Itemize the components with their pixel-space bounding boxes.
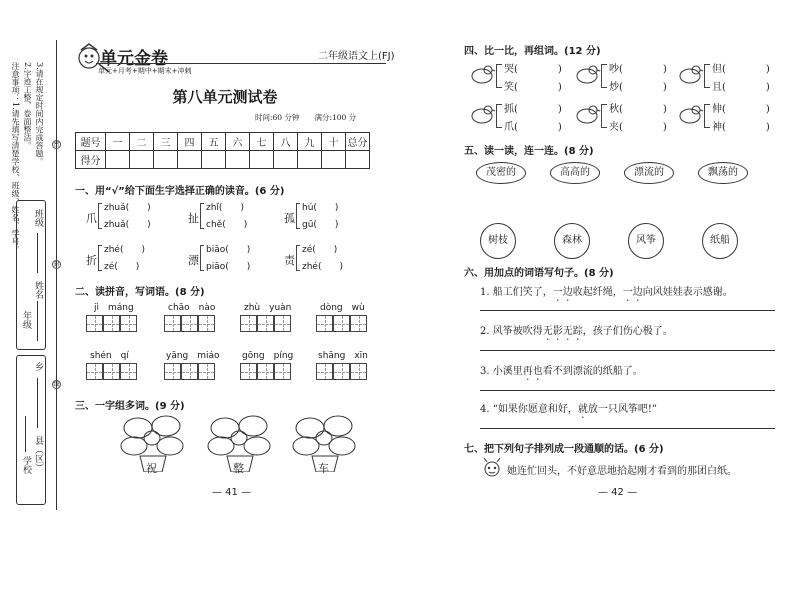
brand-subtitle: 单元+月考+期中+期末+冲刺 <box>98 67 192 75</box>
field-school: 学校 <box>21 456 31 474</box>
q2-pinyin: shāng xīn <box>318 351 368 361</box>
q2-word <box>240 348 293 383</box>
q2-word <box>240 300 291 335</box>
write-cell[interactable] <box>274 315 291 332</box>
q4-brace <box>704 104 710 128</box>
q1-option[interactable]: zhé( ) <box>302 262 343 272</box>
q6-text: 向风娃娃表示感谢。 <box>642 287 733 298</box>
write-cell[interactable] <box>198 363 215 380</box>
page-number-right: — 42 — <box>598 487 638 498</box>
score-header-cell: 五 <box>202 133 226 151</box>
binding-line <box>56 40 57 510</box>
q6-dotted-word: 再也 <box>522 366 543 377</box>
q6-dotted-word: 一边 <box>622 287 643 298</box>
notice-line-1: 注意事项：1.请先填写清楚学校、班级、姓名、学号。 <box>11 62 20 254</box>
q1-char: 责 <box>284 254 295 267</box>
write-cell[interactable] <box>86 363 103 380</box>
binding-hole: 封 <box>53 261 60 268</box>
q2-pinyin: chāo nào <box>168 303 216 313</box>
q2-word <box>86 300 137 335</box>
q1-option[interactable]: zhé( ) <box>104 245 145 255</box>
q1-option[interactable]: chě( ) <box>206 220 248 230</box>
match-top-item[interactable]: 高高的 <box>550 162 600 184</box>
q4-item[interactable]: 爪( ) <box>504 122 562 133</box>
match-top-item[interactable]: 漂流的 <box>624 162 674 184</box>
grade-tag: 二年级语文上(FJ) <box>318 51 395 62</box>
score-header-cell: 六 <box>226 133 250 151</box>
write-cell[interactable] <box>86 315 103 332</box>
score-cell[interactable] <box>274 151 298 169</box>
score-header-cell: 八 <box>274 133 298 151</box>
q2-title: 二、读拼音，写词语。(8 分) <box>75 287 205 298</box>
write-cell[interactable] <box>333 315 350 332</box>
score-cell[interactable] <box>250 151 274 169</box>
score-cell[interactable] <box>346 151 370 169</box>
q6-text: 1. 船工们笑了， <box>480 287 553 298</box>
q6-text: 看不到漂流的纸船了。 <box>542 366 643 377</box>
field-class: 班级 <box>33 209 43 227</box>
score-cell[interactable] <box>322 151 346 169</box>
score-cell[interactable] <box>106 151 130 169</box>
q1-option[interactable]: zé( ) <box>302 245 338 255</box>
match-top-item[interactable]: 飘荡的 <box>698 162 748 184</box>
answer-line[interactable] <box>480 428 775 429</box>
q6-sentence <box>480 283 733 304</box>
match-bottom-item[interactable]: 纸船 <box>702 223 738 259</box>
q1-title: 一、用“√”给下面生字选择正确的读音。(6 分) <box>75 186 285 197</box>
q1-items <box>80 200 380 278</box>
score-header-cell: 四 <box>178 133 202 151</box>
binding-hole: 线 <box>53 381 60 388</box>
q1-brace <box>296 245 300 271</box>
write-cell[interactable] <box>164 363 181 380</box>
score-cell[interactable] <box>178 151 202 169</box>
q2-word <box>316 348 368 383</box>
header-rule <box>96 63 386 64</box>
q2-pinyin: zhù yuàn <box>244 303 292 313</box>
write-cell[interactable] <box>181 363 198 380</box>
q4-brace <box>601 64 607 88</box>
q4-item[interactable]: 哭( ) <box>504 64 562 75</box>
write-cell[interactable] <box>350 315 367 332</box>
field-school-line[interactable] <box>25 416 26 452</box>
q4-title: 四、比一比，再组词。(12 分) <box>464 46 601 57</box>
page-number-left: — 41 — <box>212 487 252 498</box>
field-township-line[interactable] <box>37 378 38 428</box>
q4-item[interactable]: 伸( ) <box>712 104 770 115</box>
write-cell[interactable] <box>120 363 137 380</box>
q4-item[interactable]: 笑( ) <box>504 82 562 93</box>
page-title: 第八单元测试卷 <box>172 88 278 106</box>
field-grade: 年级 <box>21 311 31 329</box>
q6-dotted-word: 无影无踪 <box>542 326 583 337</box>
student-info-box-2 <box>16 355 46 505</box>
q4-item[interactable]: 抓( ) <box>504 104 562 115</box>
write-cell[interactable] <box>181 315 198 332</box>
score-header-cell: 九 <box>298 133 322 151</box>
q4-pairs <box>470 58 770 140</box>
q2-word <box>86 348 137 383</box>
bird-icon <box>678 62 704 88</box>
score-table-header-row <box>76 133 370 151</box>
q2-pinyin: yāng miáo <box>166 351 220 361</box>
q2-word <box>164 300 215 335</box>
score-header-cell: 题号 <box>76 133 106 151</box>
q1-option[interactable]: gū( ) <box>302 220 339 230</box>
bird-icon <box>470 62 496 88</box>
answer-line[interactable] <box>480 350 775 351</box>
field-class-line[interactable] <box>37 233 38 273</box>
q2-pinyin: gōng píng <box>242 351 294 361</box>
q2-pinyin: shén qí <box>90 351 129 361</box>
score-table <box>75 132 370 169</box>
q6-text: 收起纤绳， <box>572 287 623 298</box>
brand-title: 单元金卷 <box>100 49 168 69</box>
bug-icon <box>480 457 504 479</box>
score-header-cell: 二 <box>130 133 154 151</box>
score-cell[interactable] <box>202 151 226 169</box>
q2-pinyin: dòng wù <box>320 303 365 313</box>
pot-char: 整 <box>233 462 244 475</box>
field-name-line[interactable] <box>37 301 38 341</box>
time-info: 时间:60 分钟 满分:100 分 <box>255 113 357 122</box>
q4-brace <box>496 104 502 128</box>
q4-item[interactable]: 夹( ) <box>609 122 667 133</box>
q6-sentence <box>480 322 673 343</box>
write-cell[interactable] <box>274 363 291 380</box>
write-cell[interactable] <box>240 315 257 332</box>
q4-brace <box>704 64 710 88</box>
q1-brace <box>98 245 102 271</box>
q1-char: 漂 <box>188 254 199 267</box>
score-header-cell: 七 <box>250 133 274 151</box>
field-township: 乡 <box>33 362 43 371</box>
flower-pot-3 <box>290 412 370 482</box>
q4-brace <box>496 64 502 88</box>
q3-title: 三、一字组多词。(9 分) <box>75 401 185 412</box>
q1-char: 扯 <box>188 212 199 225</box>
write-cell[interactable] <box>257 363 274 380</box>
q4-brace <box>601 104 607 128</box>
q1-option[interactable]: hú( ) <box>302 203 339 213</box>
write-cell[interactable] <box>120 315 137 332</box>
q6-dotted-word: 就 <box>577 404 588 415</box>
match-bottom-item[interactable]: 森林 <box>554 223 590 259</box>
match-bottom-item[interactable]: 风筝 <box>628 223 664 259</box>
q6-sentence <box>480 362 643 383</box>
q1-option[interactable]: zhuǎ( ) <box>104 203 151 213</box>
bird-icon <box>678 102 704 128</box>
score-header-cell: 十 <box>322 133 346 151</box>
q1-option[interactable]: biāo( ) <box>206 245 251 255</box>
write-cell[interactable] <box>164 315 181 332</box>
q2-words <box>86 300 396 394</box>
score-header-cell: 三 <box>154 133 178 151</box>
flower-pot-1 <box>118 412 198 482</box>
write-cell[interactable] <box>198 315 215 332</box>
q1-option[interactable]: zhǐ( ) <box>206 203 244 213</box>
write-cell[interactable] <box>316 315 333 332</box>
q6-sentence <box>480 400 657 421</box>
q6-title: 六、用加点的词语写句子。(8 分) <box>464 268 614 279</box>
q1-option[interactable]: zé( ) <box>104 262 140 272</box>
q1-brace <box>200 245 204 271</box>
q7-sentence: 她连忙回头，不好意思地拾起刚才看到的那团白纸。 <box>507 466 737 477</box>
write-cell[interactable] <box>316 363 333 380</box>
score-cell[interactable] <box>130 151 154 169</box>
q2-word <box>164 348 220 383</box>
score-table-score-row <box>76 151 370 169</box>
field-county: 县（区） <box>33 436 43 472</box>
binding-hole: 密 <box>53 141 60 148</box>
q4-item[interactable]: 且( ) <box>712 82 770 93</box>
notice-line-3: 3.请在规定时间内完成答题。 <box>35 62 44 166</box>
q1-option[interactable]: piāo( ) <box>206 262 251 272</box>
answer-line[interactable] <box>480 390 775 391</box>
q6-dotted-word: 一边 <box>552 287 573 298</box>
q5-title: 五、读一读，连一连。(8 分) <box>464 146 594 157</box>
q1-char: 爪 <box>86 212 97 225</box>
write-cell[interactable] <box>350 363 367 380</box>
pot-char: 祝 <box>146 462 157 475</box>
q1-brace <box>98 203 102 229</box>
q2-pinyin: jì máng <box>94 303 134 313</box>
q6-text: 2. 风筝被吹得 <box>480 326 543 337</box>
score-header-cell: 一 <box>106 133 130 151</box>
write-cell[interactable] <box>257 315 274 332</box>
q4-item[interactable]: 但( ) <box>712 64 770 75</box>
score-header-cell: 总分 <box>346 133 370 151</box>
answer-line[interactable] <box>480 310 775 311</box>
match-bottom-item[interactable]: 树枝 <box>480 223 516 259</box>
q4-item[interactable]: 吵( ) <box>609 64 667 75</box>
q1-option[interactable]: zhuǎ( ) <box>104 220 151 230</box>
q4-item[interactable]: 神( ) <box>712 122 770 133</box>
binding-margin <box>8 40 58 510</box>
flower-pot-2 <box>205 412 285 482</box>
student-info-box-1 <box>16 200 46 350</box>
score-row-label: 得分 <box>76 151 106 169</box>
q6-text: ，孩子们伤心极了。 <box>582 326 673 337</box>
write-cell[interactable] <box>240 363 257 380</box>
bird-icon <box>470 102 496 128</box>
q1-brace <box>200 203 204 229</box>
pot-char: 车 <box>318 462 329 475</box>
field-name: 姓名 <box>33 281 43 299</box>
q4-item[interactable]: 秋( ) <box>609 104 667 115</box>
q6-text: 3. 小溪里 <box>480 366 523 377</box>
q7-title: 七、把下列句子排列成一段通顺的话。(6 分) <box>464 444 664 455</box>
q2-word <box>316 300 367 335</box>
write-cell[interactable] <box>103 363 120 380</box>
q4-item[interactable]: 炒( ) <box>609 82 667 93</box>
score-cell[interactable] <box>226 151 250 169</box>
notice-line-2: 2.字迹工整，卷面整洁。 <box>23 62 32 150</box>
write-cell[interactable] <box>333 363 350 380</box>
score-cell[interactable] <box>298 151 322 169</box>
match-top-item[interactable]: 茂密的 <box>476 162 526 184</box>
q1-brace <box>296 203 300 229</box>
q6-text: 4. “如果你愿意和好， <box>480 404 578 415</box>
bird-icon <box>575 102 601 128</box>
q1-char: 孤 <box>284 212 295 225</box>
score-cell[interactable] <box>154 151 178 169</box>
q6-text: 放一只风筝吧!” <box>587 404 657 415</box>
q1-char: 折 <box>86 254 97 267</box>
bird-icon <box>575 62 601 88</box>
write-cell[interactable] <box>103 315 120 332</box>
